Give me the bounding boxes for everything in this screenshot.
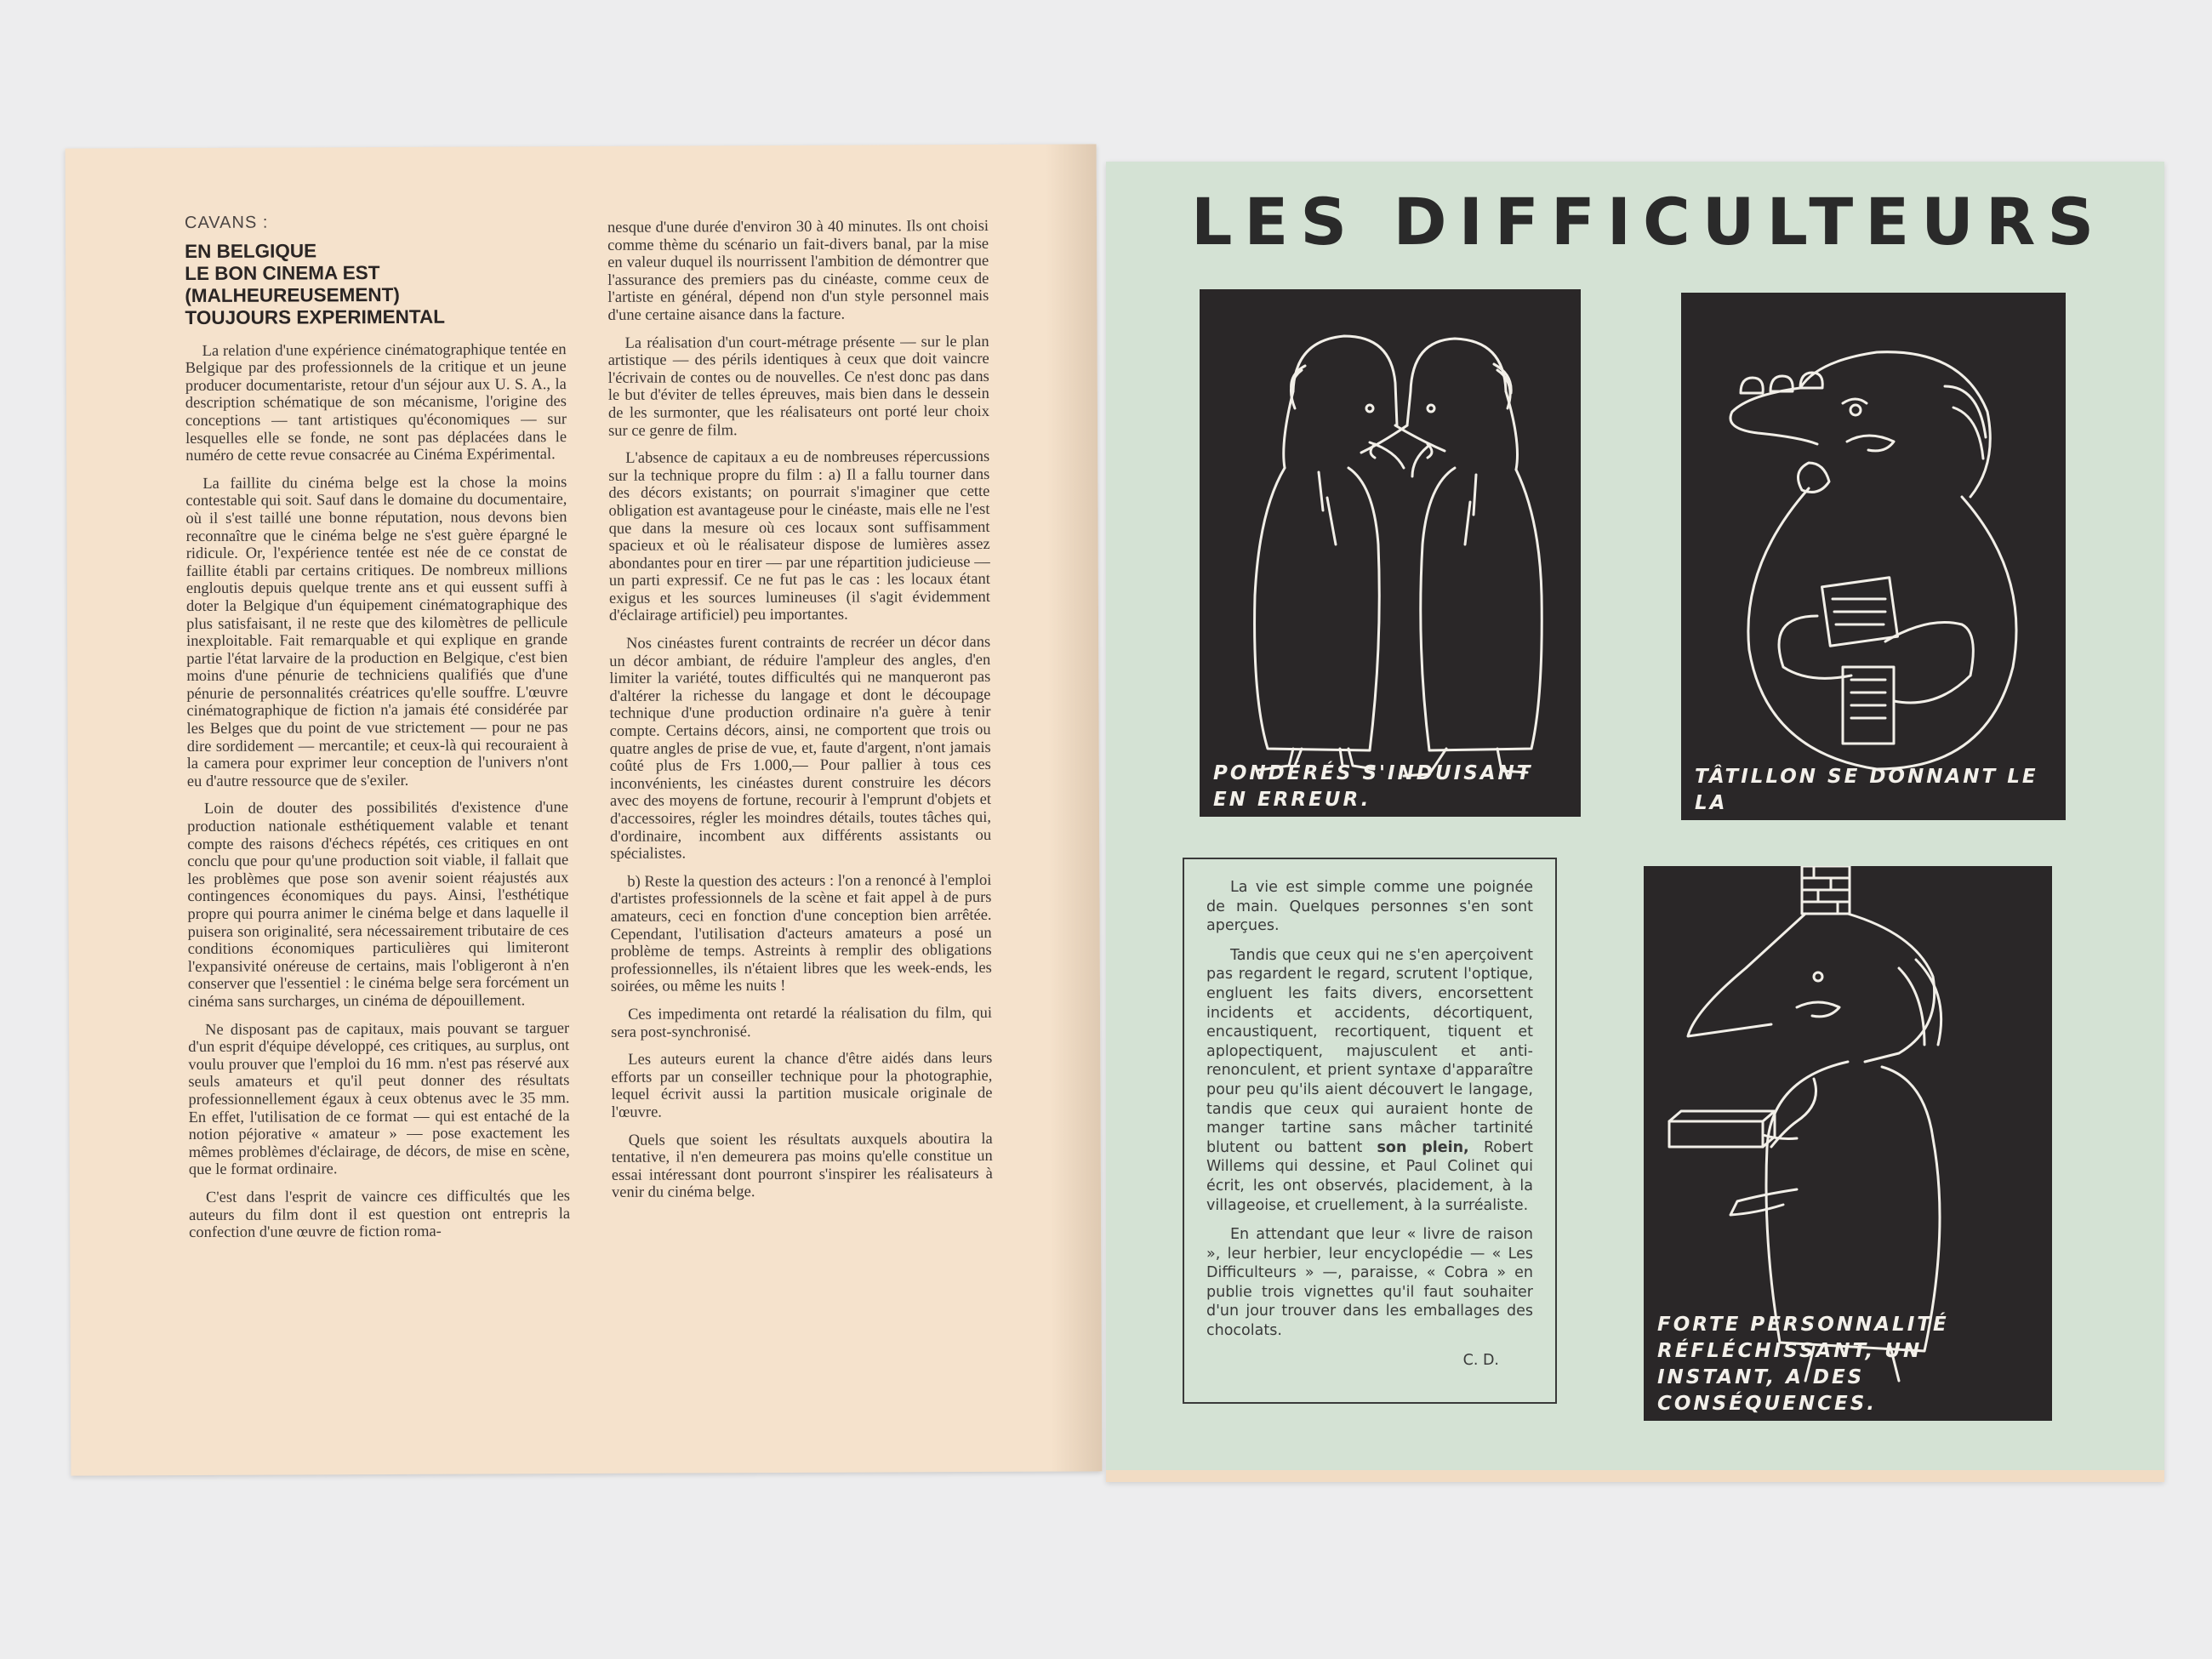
box-text: Robert Willems qui dessine, et Paul Colinet qui écrit, les ont observés, placidement, à la villageoise, et cruellement, à la surréaliste. — [1206, 1138, 1533, 1214]
paragraph: L'absence de capitaux a eu de nombreuses répercussions sur la technique propre du film : a) Il a fallu tourner dans des décors existants; on pourrait s'imaginer que cette obligation est avantageuse pour le cinéaste, mais elle ne l'est que dans la mesure où ces locaux sont suffisamment spacieux et où le réalisateur dispose de lumières assez abondantes pour en tirer — par une répartition judicieuse — un parti expressif. Ce ne fut pas le cas : les locaux étant exigus et les sources lumineuses (il s'agit évidemment d'éclairage artificiel) peu importantes. — [608, 448, 990, 625]
gutter-shadow — [1046, 144, 1103, 1471]
paragraph: Ces impedimenta ont retardé la réalisation du film, qui sera post-synchronisé. — [611, 1004, 993, 1041]
article-column-1 — [185, 213, 570, 1252]
right-page — [1106, 162, 2164, 1482]
box-bold-text: son plein, — [1377, 1138, 1469, 1156]
panel-caption: FORTE PERSONNALITÉ RÉFLÉCHISSANT, UN INSTANT, A DES CONSÉQUENCES. — [1657, 1314, 1949, 1415]
panel-caption: PONDÉRÉS S'INDUISANT EN ERREUR. — [1213, 762, 1533, 811]
headline-line: TOUJOURS EXPERIMENTAL — [185, 305, 445, 328]
box-paragraph: La vie est simple comme une poignée de main. Quelques personnes s'en sont aperçues. — [1206, 879, 1533, 935]
intro-text-box — [1183, 858, 1557, 1404]
drawing-two-men-icon — [1200, 289, 1581, 817]
paragraph: La relation d'une expérience cinématographique tentée en Belgique par des professionnels de la critique et un jeune producer documentariste, retour d'un séjour aux U. S. A., la description schématique de son mécanisme, l'origine des conceptions — tant artistiques qu'économiques — sur lesquelles elle se fonde, ne sont pas déplacées dans le numéro de cette revue consacrée au Cinéma Expérimental. — [185, 340, 567, 465]
article-kicker: CAVANS : — [184, 213, 269, 233]
article-column-2 — [607, 218, 993, 1212]
cartoon-panel-1 — [1200, 289, 1581, 817]
cartoon-panel-2 — [1681, 293, 2066, 820]
left-page — [66, 144, 1103, 1475]
paragraph: La réalisation d'un court-métrage présente — sur le plan artistique — des périls identiques à ceux que doit vaincre l'écrivain de contes ou de nouvelles. Ce n'est donc pas dans le but d'éviter de telles épreuves, mais bien dans le dessein de les surmonter, que les réalisateurs ont porté leur choix sur ce genre de film. — [607, 333, 990, 440]
headline-line: (MALHEUREUSEMENT) — [185, 283, 400, 306]
paragraph: Nos cinéastes furent contraints de recréer un décor dans un décor ambiant, de réduire l'ampleur des angles, d'en limiter la variété, toutes difficultés qui ne manqueront pas d'altérer la richesse du langage et dont le découpage technique d'une production ordinaire n'a guère à tenir compte. Certains décors, ainsi, ne comportent que trois ou quatre angles de prise de vue, et, faute d'argent, n'ont jamais coûté plus de Frs 1.000,— Pour pallier à tous ces inconvénients, les cinéastes durent construire les décors avec des moyens de fortune, recourir à l'emprunt d'objets et d'accessoires, régler les moindres détails, toutes tâches qui, d'ordinaire, incombent aux différents assistants ou spécialistes. — [609, 633, 992, 864]
page-edge-strip — [1106, 1470, 2164, 1482]
signature: C. D. — [1462, 1351, 1499, 1369]
panel-caption: TÂTILLON SE DONNANT LE LA — [1695, 766, 2038, 814]
paragraph: Quels que soient les résultats auxquels aboutira la tentative, il n'en demeurera pas moins qu'elle constitue un essai intéressant dont pourront s'inspirer les réalisateurs à venir du cinéma belge. — [611, 1130, 993, 1202]
paragraph: C'est dans l'esprit de vaincre ces difficultés que les auteurs du film dont il est question ont entrepris la confection d'une œuvre de fiction roma- — [189, 1187, 571, 1242]
paragraph: Loin de douter des possibilités d'existence d'une production nationale esthétiquement valable et tenant compte des raisons d'échecs répétés, ces critiques en ont conclu que pour qu'une production soit viable, il fallait que les problèmes que pose son avenir soient réajustés aux contingences économiques du pays. Ainsi, l'esthétique propre qui pourra animer le cinéma belge et dans laquelle il puisera son originalité, sera nécessairement tributaire de ces conditions économiques particulières qui limiteront l'expansivité onéreuse de certains, mais l'obligeront à n'en conserver que l'essentiel : le cinéma belge sera forcément un cinéma sans surcharges, un cinéma de dépouillement. — [187, 799, 569, 1011]
headline-line: EN BELGIQUE — [185, 239, 317, 262]
drawing-tatillon-icon — [1681, 293, 2066, 820]
cartoon-panel-3 — [1644, 866, 2052, 1421]
page-title: LES DIFFICULTEURS — [1191, 184, 2107, 259]
article-headline — [185, 239, 566, 329]
paragraph: nesque d'une durée d'environ 30 à 40 minutes. Ils ont choisi comme thème du scénario un fait-divers banal, par la mise en valeur duquel ils nourrissent l'ambition de démontrer que l'assurance des premiers pas du cinéaste, comme ceux de l'artiste en général, dépend non d'un style personnel mais d'une certaine aisance dans la facture. — [607, 217, 989, 324]
paragraph: b) Reste la question des acteurs : l'on a renoncé à l'emploi d'artistes professionnels de la scène et fait appel à de purs amateurs, ceci en fonction d'une conception bien arrêtée. Cependant, l'utilisation d'acteurs amateurs a posé un problème de temps. Astreints à remplir des obligations professionnelles, ils n'étaient libres que les week-ends, les soirées, ou même les nuits ! — [610, 871, 992, 996]
paragraph: Les auteurs eurent la chance d'être aidés dans leurs efforts par un conseiller technique pour la photographie, lequel écrivit aussi la partition musicale originale de l'œuvre. — [611, 1050, 993, 1121]
paragraph: La faillite du cinéma belge est la chose la moins contestable qui soit. Sauf dans le domaine du documentaire, où il s'est taillé une bonne réputation, nous devons bien reconnaître que le cinéma belge ne s'est guère épargné le ridicule. Or, l'expérience tentée est née de ce constat de faillite établi par certains critiques. De nombreux millions engloutis depuis quelque trente ans et qui eussent suffi à doter la Belgique d'un équipement cinématographique des plus satisfaisant, il ne reste que des kilomètres de pellicule inexploitable. Fait remarquable et qui explique en grande partie l'état larvaire de la production en Belgique, c'est bien moins d'une pénurie de techniciens qualifiés que d'une pénurie de personnalités créatrices qu'elle souffre. L'œuvre cinématographique de fiction n'a jamais été considérée par les Belges que du point de vue strictement — pour ne pas dire sordidement — mercantile; et ceux-là qui recouraient à la camera pour exprimer leur conception de l'univers n'ont eu d'autre ressource que de s'exiler. — [185, 473, 568, 790]
headline-line: LE BON CINEMA EST — [185, 261, 380, 284]
box-paragraph — [1206, 946, 1533, 1215]
box-paragraph: En attendant que leur « livre de raison », leur herbier, leur encyclopédie — « Les Difficulteurs » —, paraisse, « Cobra » en publie trois vignettes qu'il faut souhaiter d'un jour trouver dans les emballages des chocolats. — [1206, 1226, 1533, 1340]
box-text: Tandis que ceux qui ne s'en aperçoivent pas regardent le regard, scrutent l'optique, engluent les faits divers, encorsettent incidents et accidents, décortiquent, encaustiquent, recortiquent, tiquent et aplopectiquent, majusculent et anti-renonculent, et prient syntaxe d'apparaître pour peu qu'ils aient découvert le langage, tandis que ceux qui auraient honte de manger tartine sans mâcher tartinité blutent ou battent — [1206, 946, 1533, 1156]
paragraph: Ne disposant pas de capitaux, mais pouvant se targuer d'un esprit d'équipe développé, ces critiques, au surplus, ont voulu prouver que l'emploi du 16 mm. n'est pas réservé aux seuls amateurs et qu'il peut donner des résultats professionnellement égaux à ceux obtenus avec le 35 mm. En effet, l'utilisation de ce format — qui est entaché de la notion péjorative « amateur » — pose exactement les mêmes problèmes d'éclairage, de décors, de mise en scène, que le format ordinaire. — [188, 1019, 570, 1179]
